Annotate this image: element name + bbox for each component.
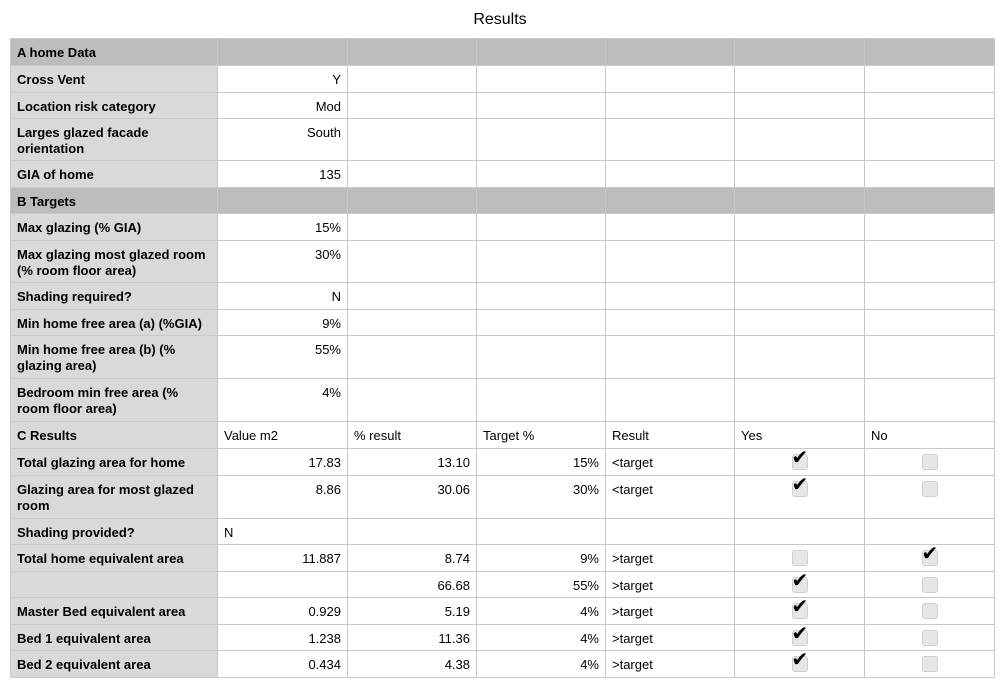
empty-cell xyxy=(735,93,865,119)
value-cell: 17.83 xyxy=(218,449,348,476)
table-row xyxy=(11,625,995,651)
result-cell: >target xyxy=(606,572,735,598)
empty-cell xyxy=(735,161,865,188)
section-header-fill xyxy=(606,39,735,66)
results-table xyxy=(10,38,995,678)
section-header: B Targets xyxy=(11,188,218,214)
checkbox-cell xyxy=(865,449,995,476)
table-row xyxy=(11,519,995,545)
target-cell: 55% xyxy=(477,572,606,598)
empty-cell xyxy=(348,310,477,336)
checkbox-cell xyxy=(865,598,995,625)
checkbox-checked[interactable] xyxy=(792,481,808,497)
checkbox-checked[interactable] xyxy=(792,577,808,593)
empty-cell xyxy=(477,161,606,188)
row-label xyxy=(11,572,218,598)
empty-cell xyxy=(477,214,606,241)
empty-cell xyxy=(606,161,735,188)
checkbox-unchecked[interactable] xyxy=(922,577,938,593)
value-cell: Mod xyxy=(218,93,348,119)
row-label: Glazing area for most glazed room xyxy=(11,476,218,519)
checkbox-unchecked[interactable] xyxy=(922,656,938,672)
value-cell: 0.929 xyxy=(218,598,348,625)
checkbox-cell xyxy=(735,476,865,519)
section-header-fill xyxy=(477,39,606,66)
checkbox-unchecked[interactable] xyxy=(922,481,938,497)
empty-cell xyxy=(477,336,606,379)
checkbox-cell xyxy=(735,545,865,572)
column-header: Value m2 xyxy=(218,422,348,449)
empty-cell xyxy=(865,93,995,119)
checkbox-unchecked[interactable] xyxy=(922,454,938,470)
result-cell: >target xyxy=(606,545,735,572)
value-cell: Y xyxy=(218,66,348,93)
empty-cell xyxy=(477,119,606,161)
checkbox-cell xyxy=(735,598,865,625)
empty-cell xyxy=(865,519,995,545)
empty-cell xyxy=(735,214,865,241)
section-header-fill xyxy=(606,188,735,214)
target-cell: 4% xyxy=(477,598,606,625)
value-cell: 55% xyxy=(218,336,348,379)
empty-cell xyxy=(477,519,606,545)
row-label: Total home equivalent area xyxy=(11,545,218,572)
checkbox-checked[interactable] xyxy=(792,603,808,619)
value-cell: 135 xyxy=(218,161,348,188)
empty-cell xyxy=(735,66,865,93)
column-header: Yes xyxy=(735,422,865,449)
empty-cell xyxy=(865,283,995,310)
row-label: GIA of home xyxy=(11,161,218,188)
empty-cell xyxy=(348,336,477,379)
empty-cell xyxy=(606,379,735,422)
section-header-fill xyxy=(865,39,995,66)
column-header: % result xyxy=(348,422,477,449)
row-label: Min home free area (a) (%GIA) xyxy=(11,310,218,336)
empty-cell xyxy=(865,241,995,283)
section-header-fill xyxy=(477,188,606,214)
row-label: Min home free area (b) (% glazing area) xyxy=(11,336,218,379)
column-header: Result xyxy=(606,422,735,449)
column-header: Target % xyxy=(477,422,606,449)
table-row xyxy=(11,572,995,598)
value-cell: 30% xyxy=(218,241,348,283)
empty-cell xyxy=(348,519,477,545)
value-cell: 8.86 xyxy=(218,476,348,519)
empty-cell xyxy=(735,519,865,545)
target-cell: 4% xyxy=(477,625,606,651)
percent-result-cell: 8.74 xyxy=(348,545,477,572)
empty-cell xyxy=(606,241,735,283)
empty-cell xyxy=(606,66,735,93)
section-header: C Results xyxy=(11,422,218,449)
table-row xyxy=(11,161,995,188)
checkbox-cell xyxy=(865,572,995,598)
empty-cell xyxy=(477,66,606,93)
checkbox-unchecked[interactable] xyxy=(922,603,938,619)
empty-cell xyxy=(348,241,477,283)
row-label: Cross Vent xyxy=(11,66,218,93)
table-row xyxy=(11,241,995,283)
checkbox-cell xyxy=(865,625,995,651)
row-label: Master Bed equivalent area xyxy=(11,598,218,625)
page-title: Results xyxy=(473,11,527,28)
empty-cell xyxy=(606,336,735,379)
value-cell: 11.887 xyxy=(218,545,348,572)
row-label: Max glazing most glazed room (% room floor area) xyxy=(11,241,218,283)
checkbox-unchecked[interactable] xyxy=(922,630,938,646)
target-cell: 9% xyxy=(477,545,606,572)
section-header-fill xyxy=(865,188,995,214)
value-cell: South xyxy=(218,119,348,161)
table-row xyxy=(11,93,995,119)
section-b-header xyxy=(11,188,995,214)
checkbox-cell xyxy=(735,449,865,476)
table-row xyxy=(11,310,995,336)
table-row xyxy=(11,476,995,519)
empty-cell xyxy=(865,161,995,188)
table-row xyxy=(11,66,995,93)
section-header-fill xyxy=(735,188,865,214)
checkbox-checked[interactable] xyxy=(792,656,808,672)
table-row xyxy=(11,119,995,161)
checkbox-cell xyxy=(865,651,995,678)
target-cell: 15% xyxy=(477,449,606,476)
section-header-fill xyxy=(218,39,348,66)
section-header: A home Data xyxy=(11,39,218,66)
checkbox-checked[interactable] xyxy=(792,454,808,470)
empty-cell xyxy=(606,214,735,241)
table-row xyxy=(11,283,995,310)
checkbox-checked[interactable] xyxy=(792,630,808,646)
value-cell xyxy=(218,572,348,598)
table-row xyxy=(11,214,995,241)
percent-result-cell: 11.36 xyxy=(348,625,477,651)
percent-result-cell: 13.10 xyxy=(348,449,477,476)
table-row xyxy=(11,598,995,625)
empty-cell xyxy=(865,119,995,161)
checkbox-cell xyxy=(865,476,995,519)
empty-cell xyxy=(348,66,477,93)
result-cell: >target xyxy=(606,651,735,678)
row-label: Bed 1 equivalent area xyxy=(11,625,218,651)
checkbox-cell xyxy=(865,545,995,572)
percent-result-cell: 66.68 xyxy=(348,572,477,598)
percent-result-cell: 5.19 xyxy=(348,598,477,625)
empty-cell xyxy=(735,310,865,336)
checkbox-unchecked[interactable] xyxy=(792,550,808,566)
row-label: Location risk category xyxy=(11,93,218,119)
value-cell: N xyxy=(218,519,348,545)
empty-cell xyxy=(348,283,477,310)
empty-cell xyxy=(477,241,606,283)
empty-cell xyxy=(735,379,865,422)
section-header-fill xyxy=(348,39,477,66)
result-cell: <target xyxy=(606,449,735,476)
table-row xyxy=(11,651,995,678)
section-header-fill xyxy=(348,188,477,214)
value-cell: 1.238 xyxy=(218,625,348,651)
empty-cell xyxy=(865,379,995,422)
table-row xyxy=(11,545,995,572)
empty-cell xyxy=(477,310,606,336)
empty-cell xyxy=(606,283,735,310)
row-label: Bedroom min free area (% room floor area) xyxy=(11,379,218,422)
target-cell: 30% xyxy=(477,476,606,519)
empty-cell xyxy=(348,379,477,422)
value-cell: 4% xyxy=(218,379,348,422)
section-header-fill xyxy=(735,39,865,66)
column-header: No xyxy=(865,422,995,449)
empty-cell xyxy=(477,283,606,310)
row-label: Larges glazed facade orientation xyxy=(11,119,218,161)
row-label: Total glazing area for home xyxy=(11,449,218,476)
empty-cell xyxy=(865,310,995,336)
empty-cell xyxy=(606,93,735,119)
value-cell: N xyxy=(218,283,348,310)
checkbox-checked[interactable] xyxy=(922,550,938,566)
table-row xyxy=(11,449,995,476)
section-c-header xyxy=(11,422,995,449)
row-label: Max glazing (% GIA) xyxy=(11,214,218,241)
checkbox-cell xyxy=(735,572,865,598)
empty-cell xyxy=(606,310,735,336)
checkbox-cell xyxy=(735,651,865,678)
empty-cell xyxy=(477,379,606,422)
empty-cell xyxy=(865,214,995,241)
table-row xyxy=(11,336,995,379)
result-cell: >target xyxy=(606,598,735,625)
section-header-fill xyxy=(218,188,348,214)
empty-cell xyxy=(606,519,735,545)
empty-cell xyxy=(348,161,477,188)
empty-cell xyxy=(735,336,865,379)
value-cell: 15% xyxy=(218,214,348,241)
value-cell: 9% xyxy=(218,310,348,336)
percent-result-cell: 30.06 xyxy=(348,476,477,519)
empty-cell xyxy=(735,241,865,283)
target-cell: 4% xyxy=(477,651,606,678)
empty-cell xyxy=(735,119,865,161)
empty-cell xyxy=(735,283,865,310)
checkbox-cell xyxy=(735,625,865,651)
empty-cell xyxy=(348,93,477,119)
empty-cell xyxy=(477,93,606,119)
row-label: Shading required? xyxy=(11,283,218,310)
value-cell: 0.434 xyxy=(218,651,348,678)
row-label: Shading provided? xyxy=(11,519,218,545)
result-cell: <target xyxy=(606,476,735,519)
empty-cell xyxy=(606,119,735,161)
table-row xyxy=(11,379,995,422)
empty-cell xyxy=(865,336,995,379)
result-cell: >target xyxy=(606,625,735,651)
empty-cell xyxy=(865,66,995,93)
empty-cell xyxy=(348,119,477,161)
section-a-header xyxy=(11,39,995,66)
percent-result-cell: 4.38 xyxy=(348,651,477,678)
row-label: Bed 2 equivalent area xyxy=(11,651,218,678)
empty-cell xyxy=(348,214,477,241)
